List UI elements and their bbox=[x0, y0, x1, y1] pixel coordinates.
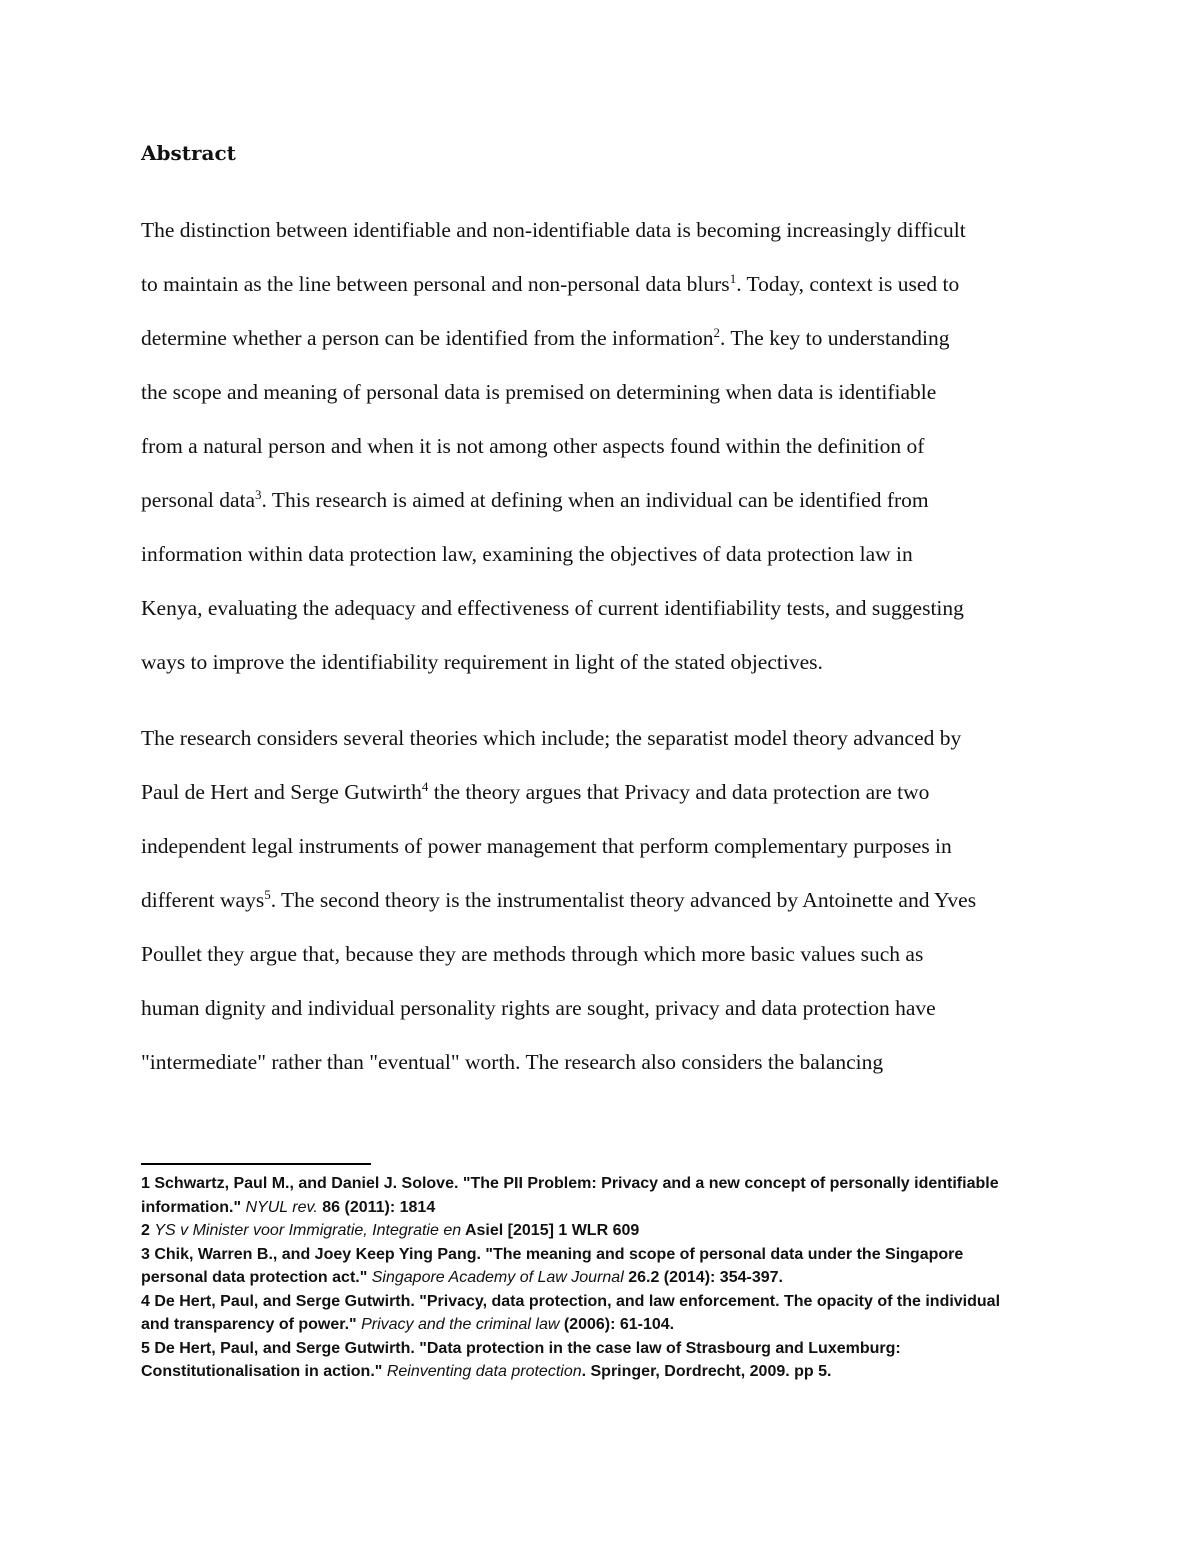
text-line bbox=[141, 473, 1101, 527]
footnote-3 bbox=[141, 1243, 1081, 1290]
footnote-line bbox=[141, 1360, 1081, 1384]
text-line bbox=[141, 527, 1101, 581]
footnote-text: 2 bbox=[141, 1222, 155, 1239]
footnote-reference: 5 bbox=[264, 886, 271, 902]
footnote-title-italic: Reinventing data protection bbox=[386, 1363, 582, 1380]
text-segment: from a natural person and when it is not among other aspects found within the definition of bbox=[141, 434, 925, 458]
text-segment: the theory argues that Privacy and data protection are two bbox=[428, 780, 930, 804]
text-segment: personal data bbox=[141, 488, 256, 512]
text-line bbox=[141, 873, 1101, 927]
text-line bbox=[141, 635, 1101, 689]
abstract-paragraph-2 bbox=[141, 711, 1101, 1089]
footnote-text: 86 (2011): 1814 bbox=[317, 1198, 436, 1216]
text-segment: The distinction between identifiable and non-identifiable data is becoming increasingly difficult bbox=[141, 218, 966, 242]
footnote-title-italic: YS v Minister voor Immigratie, Integratie en bbox=[154, 1222, 462, 1239]
text-segment: . This research is aimed at defining when an individual can be identified from bbox=[261, 488, 929, 512]
text-line bbox=[141, 203, 1101, 257]
footnote-separator bbox=[141, 1163, 371, 1165]
footnote-reference: 2 bbox=[713, 324, 721, 340]
text-line bbox=[141, 311, 1101, 365]
footnotes bbox=[141, 1172, 1081, 1384]
footnote-line bbox=[141, 1172, 1081, 1196]
text-line bbox=[141, 581, 1101, 635]
abstract-heading: Abstract bbox=[141, 141, 236, 165]
footnote-title-italic: Singapore Academy of Law Journal bbox=[371, 1269, 624, 1286]
footnote-text: Constitutionalisation in action." bbox=[141, 1363, 387, 1380]
footnote-text: 5 De Hert, Paul, and Serge Gutwirth. "Data protection in the case law of Strasbourg and Luxemburg: bbox=[141, 1339, 901, 1357]
footnote-1 bbox=[141, 1172, 1081, 1219]
footnote-text: 4 De Hert, Paul, and Serge Gutwirth. "Privacy, data protection, and law enforcement. The opacity of the individual bbox=[141, 1292, 1001, 1310]
text-line bbox=[141, 365, 1101, 419]
footnote-reference: 1 bbox=[729, 270, 737, 286]
footnote-text: 26.2 (2014): 354-397. bbox=[623, 1269, 783, 1286]
footnote-line bbox=[141, 1219, 1081, 1243]
abstract-paragraph-1 bbox=[141, 203, 1101, 689]
footnote-line bbox=[141, 1243, 1081, 1267]
footnote-line bbox=[141, 1266, 1081, 1290]
text-line bbox=[141, 927, 1101, 981]
text-segment: . The second theory is the instrumentalist theory advanced by Antoinette and Yves bbox=[270, 888, 977, 912]
text-segment: to maintain as the line between personal and non-personal data blurs bbox=[141, 272, 730, 296]
footnote-reference: 4 bbox=[421, 778, 429, 794]
footnote-reference: 3 bbox=[255, 486, 262, 502]
footnote-line bbox=[141, 1196, 1081, 1220]
footnote-line bbox=[141, 1313, 1081, 1337]
text-line bbox=[141, 257, 1101, 311]
text-line bbox=[141, 981, 1101, 1035]
footnote-title-italic: Privacy and the criminal law bbox=[361, 1316, 560, 1333]
text-line bbox=[141, 711, 1101, 765]
text-segment: determine whether a person can be identified from the information bbox=[141, 326, 714, 350]
text-line bbox=[141, 819, 1101, 873]
text-segment: information within data protection law, examining the objectives of data protection law in bbox=[141, 542, 913, 566]
text-segment: the scope and meaning of personal data is premised on determining when data is identifiable bbox=[141, 380, 937, 404]
text-segment: . The key to understanding bbox=[720, 326, 950, 350]
footnote-line bbox=[141, 1290, 1081, 1314]
footnote-4 bbox=[141, 1290, 1081, 1337]
footnote-2 bbox=[141, 1219, 1081, 1243]
text-segment: Poullet they argue that, because they are methods through which more basic values such as bbox=[141, 942, 924, 966]
text-segment: independent legal instruments of power management that perform complementary purposes in bbox=[141, 834, 952, 858]
footnote-text: 3 Chik, Warren B., and Joey Keep Ying Pang. "The meaning and scope of personal data under the Singapore bbox=[141, 1245, 964, 1263]
text-segment: ways to improve the identifiability requirement in light of the stated objectives. bbox=[141, 650, 823, 674]
text-line bbox=[141, 765, 1101, 819]
footnote-title-italic: NYUL rev. bbox=[245, 1198, 318, 1216]
text-segment: The research considers several theories which include; the separatist model theory advanced by bbox=[141, 726, 962, 750]
footnote-text: (2006): 61-104. bbox=[559, 1316, 675, 1333]
footnote-text: . Springer, Dordrecht, 2009. pp 5. bbox=[581, 1363, 832, 1380]
text-line bbox=[141, 1035, 1101, 1089]
text-segment: "intermediate" rather than "eventual" worth. The research also considers the balancing bbox=[141, 1050, 884, 1074]
text-segment: human dignity and individual personality rights are sought, privacy and data protection have bbox=[141, 996, 936, 1020]
footnote-line bbox=[141, 1337, 1081, 1361]
footnote-5 bbox=[141, 1337, 1081, 1384]
footnote-text: information." bbox=[141, 1198, 246, 1216]
footnote-text: 1 Schwartz, Paul M., and Daniel J. Solove. "The PII Problem: Privacy and a new concept of personally identifiable bbox=[141, 1175, 999, 1192]
text-line bbox=[141, 419, 1101, 473]
text-segment: Paul de Hert and Serge Gutwirth bbox=[141, 780, 422, 804]
footnote-text: Asiel [2015] 1 WLR 609 bbox=[461, 1222, 640, 1239]
footnote-text: and transparency of power." bbox=[141, 1316, 362, 1333]
text-segment: . Today, context is used to bbox=[736, 272, 960, 296]
text-segment: different ways bbox=[141, 888, 265, 912]
text-segment: Kenya, evaluating the adequacy and effectiveness of current identifiability tests, and suggesting bbox=[141, 596, 964, 620]
footnote-text: personal data protection act." bbox=[141, 1269, 372, 1286]
